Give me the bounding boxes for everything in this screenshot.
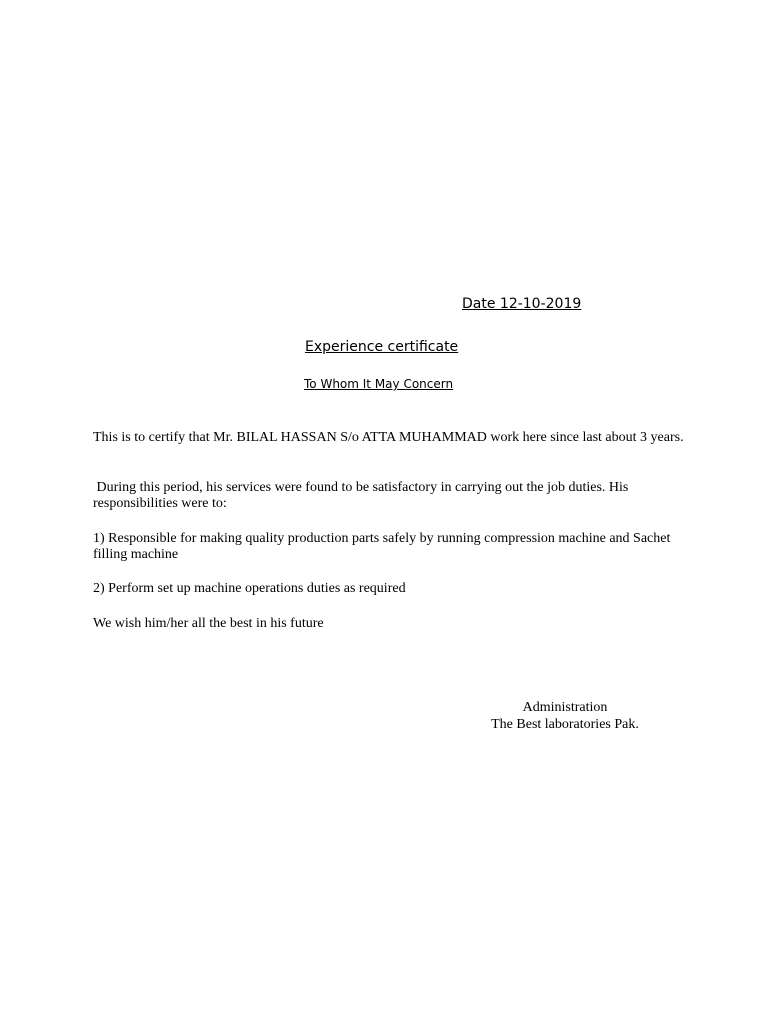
responsibility-item-2: 2) Perform set up machine operations duties as required <box>93 581 406 596</box>
signoff-company: The Best laboratories Pak. <box>491 717 639 732</box>
letter-title: Experience certificate <box>305 339 459 355</box>
letter-subtitle: To Whom It May Concern <box>304 377 454 391</box>
certification-paragraph: This is to certify that Mr. BILAL HASSAN S/o ATTA MUHAMMAD work here since last about 3 years. <box>93 430 684 445</box>
signature-block <box>470 699 660 733</box>
letter-date: Date 12-10-2019 <box>462 296 582 312</box>
closing-wish: We wish him/her all the best in his future <box>93 616 324 631</box>
services-paragraph: During this period, his services were found to be satisfactory in carrying out the job duties. His responsibilities were to: <box>93 480 629 511</box>
signoff-department: Administration <box>522 700 608 715</box>
responsibility-item-1: 1) Responsible for making quality production parts safely by running compression machine and Sachet filling machine <box>93 531 671 562</box>
